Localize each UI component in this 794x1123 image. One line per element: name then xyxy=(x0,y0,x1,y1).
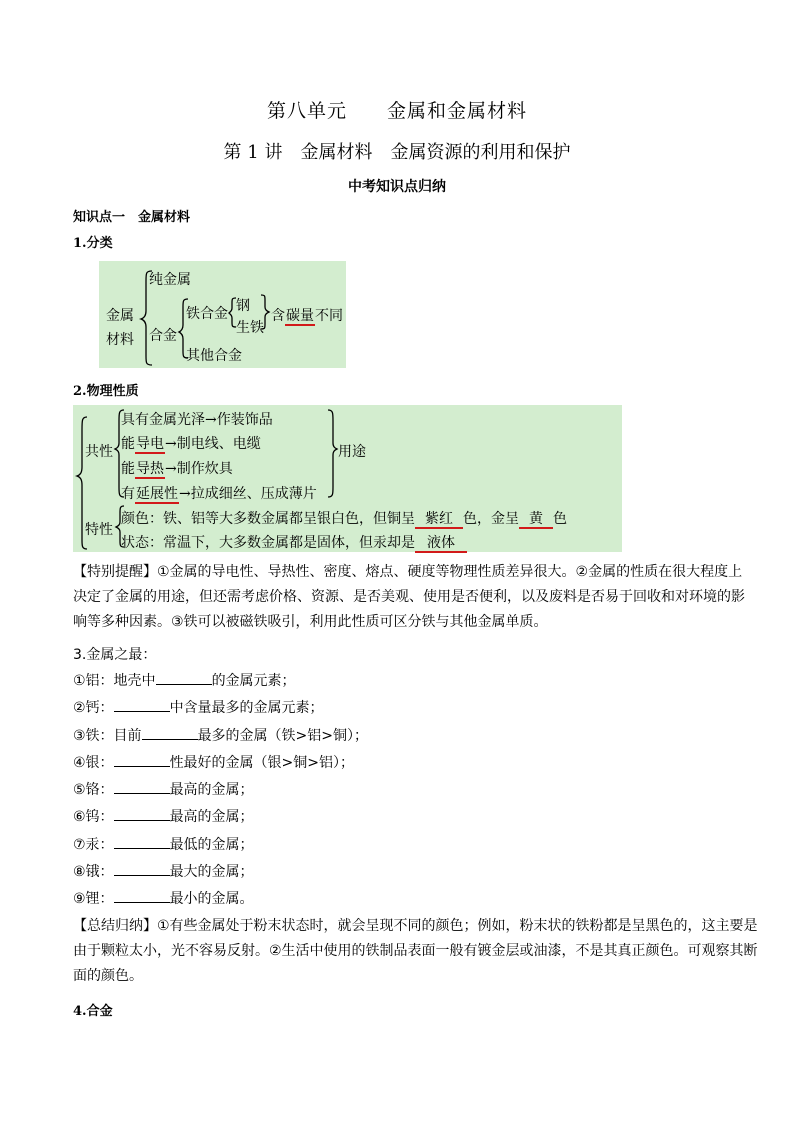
mercury-state-answer: 液体 xyxy=(415,535,467,553)
answer-blank[interactable] xyxy=(114,806,170,821)
iron-alloy-label: 铁合金 xyxy=(186,306,228,322)
item-pre: ⑦汞： xyxy=(73,836,114,853)
carbon-pre: 含 xyxy=(271,308,285,324)
property-color xyxy=(121,508,567,528)
special-properties-label: 特性 xyxy=(85,522,113,538)
property-ductility xyxy=(121,483,317,503)
lesson-title: 第 1 讲 金属材料 金属资源的利用和保护 xyxy=(223,142,571,163)
color-mid: 色，金呈 xyxy=(463,511,519,527)
item-post: 性最好的金属（银>铜>铝）； xyxy=(169,754,355,771)
classification-diagram xyxy=(99,261,346,368)
answer-blank[interactable] xyxy=(156,670,212,685)
item-pre: ④银： xyxy=(73,754,114,771)
conductivity-answer: 导电 xyxy=(136,436,164,452)
item-post: 中含量最多的金属元素； xyxy=(169,700,324,717)
item-pre: ③铁：目前 xyxy=(73,727,142,744)
superlatives-list xyxy=(73,670,368,916)
property-state xyxy=(121,532,467,552)
item-post: 最大的金属； xyxy=(169,864,254,881)
property-conductivity xyxy=(121,433,261,453)
kp1-heading: 知识点一 金属材料 xyxy=(73,210,191,225)
superlative-item xyxy=(73,806,368,833)
carbon-answer: 碳量 xyxy=(286,308,314,324)
item-post: 最低的金属； xyxy=(169,836,254,853)
item-pre: ②钙： xyxy=(73,700,114,717)
ductility-answer: 延展性 xyxy=(136,486,178,502)
other-alloy-label: 其他合金 xyxy=(186,348,242,364)
item-pre: ⑨锂： xyxy=(73,891,114,908)
answer-blank[interactable] xyxy=(114,752,170,767)
pig-iron-label: 生铁 xyxy=(236,320,264,336)
row4-post: →拉成细丝、压成薄片 xyxy=(179,486,317,502)
state-pre: 状态：常温下，大多数金属都是固体，但汞却是 xyxy=(121,535,415,551)
item-post: 的金属元素； xyxy=(211,673,296,689)
answer-blank[interactable] xyxy=(114,779,170,794)
superlatives-heading: 3.金属之最： xyxy=(73,647,157,663)
answer-blank[interactable] xyxy=(114,861,170,876)
superlative-item xyxy=(73,752,368,779)
summary: 【总结归纳】①有些金属处于粉末状态时，就会呈现不同的颜色；例如，粉末状的铁粉都是呈黑色的，这主要是由于颗粒太小，光不容易反射。②生活中使用的铁制品表面一般有镀金层或油漆，不是其真正颜色。可观察其断面的颜色。 xyxy=(73,918,758,984)
item-post: 最小的金属。 xyxy=(169,891,254,908)
superlative-item xyxy=(73,888,368,915)
steel-label: 钢 xyxy=(236,298,250,314)
common-properties-label: 共性 xyxy=(85,444,113,460)
special-reminder: 【特别提醒】①金属的导电性、导热性、密度、熔点、硬度等物理性质差异很大。②金属的性质在很大程度上决定了金属的用途，但还需考虑价格、资源、是否美观、使用是否便利，以及废料是否易于回收和对环境的影响等多种因素。③铁可以被磁铁吸引，利用此性质可区分铁与其他金属单质。 xyxy=(73,564,745,630)
color-pre: 颜色：铁、铝等大多数金属都呈银白色，但铜呈 xyxy=(121,511,415,527)
alloy-label: 合金 xyxy=(149,328,177,344)
row2-post: →制电线、电缆 xyxy=(165,436,261,452)
answer-blank[interactable] xyxy=(114,834,170,849)
item-pre: ①铝：地壳中 xyxy=(73,673,156,689)
row3-post: →制作炊具 xyxy=(165,461,233,477)
root-label-line1: 金属 xyxy=(106,308,134,324)
row2-pre: 能 xyxy=(121,436,135,452)
unit-title: 第八单元 金属和金属材料 xyxy=(266,100,527,122)
item-pre: ⑤铬： xyxy=(73,782,114,799)
classification-heading: 1.分类 xyxy=(73,236,113,251)
color-post: 色 xyxy=(553,511,567,527)
row4-pre: 有 xyxy=(121,486,135,502)
superlative-item xyxy=(73,861,368,888)
item-post: 最多的金属（铁>铝>铜）； xyxy=(197,727,369,744)
thermal-answer: 导热 xyxy=(136,461,164,477)
pure-metal-label: 纯金属 xyxy=(149,272,191,288)
carbon-post: 不同 xyxy=(315,308,343,324)
superlative-item xyxy=(73,834,368,861)
superlative-item xyxy=(73,725,368,752)
answer-blank[interactable] xyxy=(114,697,170,712)
alloy-heading: 4.合金 xyxy=(73,1004,113,1019)
superlative-item xyxy=(73,670,368,697)
property-thermal xyxy=(121,458,233,478)
superlative-item xyxy=(73,697,368,724)
property-luster: 具有金属光泽→作装饰品 xyxy=(121,412,273,428)
copper-color-answer: 紫红 xyxy=(415,511,463,529)
item-post: 最高的金属； xyxy=(169,782,254,799)
gold-color-answer: 黄 xyxy=(519,511,553,529)
row3-pre: 能 xyxy=(121,461,135,477)
answer-blank[interactable] xyxy=(114,888,170,903)
answer-blank[interactable] xyxy=(142,725,198,740)
root-label-line2: 材料 xyxy=(106,332,134,348)
item-post: 最高的金属； xyxy=(169,809,254,826)
item-pre: ⑥钨： xyxy=(73,809,114,826)
section-title: 中考知识点归纳 xyxy=(348,179,446,195)
superlative-item xyxy=(73,779,368,806)
physical-heading: 2.物理性质 xyxy=(73,384,139,399)
item-pre: ⑧锇： xyxy=(73,864,114,881)
usage-label: 用途 xyxy=(338,444,366,460)
carbon-content-note xyxy=(271,305,343,325)
physical-properties-diagram xyxy=(73,405,622,552)
